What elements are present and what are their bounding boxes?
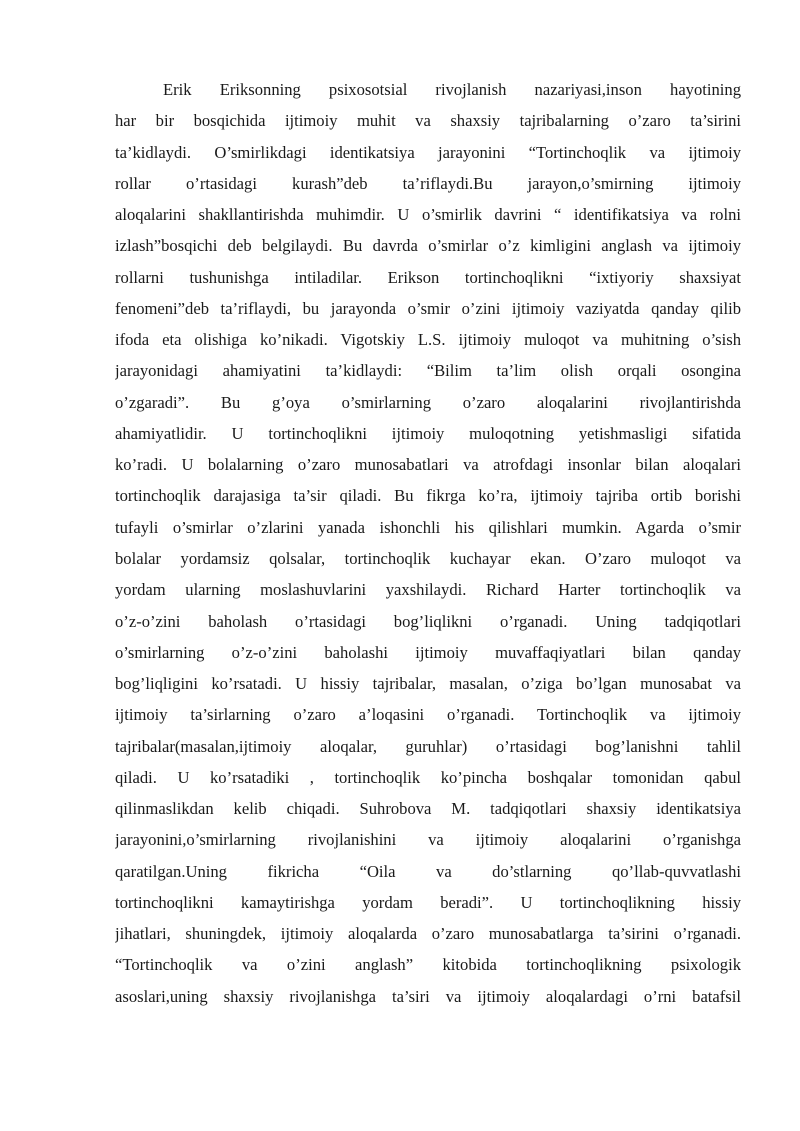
text-line: ta’kidlaydi. O’smirlikdagi identikatsiya jarayonini “Tortinchoqlik va ijtimoiy [115,142,741,162]
text-line: jarayonini,o’smirlarning rivojlanishini va ijtimoiy aloqalarini o’rganishga [115,830,741,850]
text-line: qilinmaslikdan kelib chiqadi. Suhrobova M. tadqiqotlari shaxsiy identikatsiya [115,799,741,819]
body-paragraph [115,74,741,1012]
text-line: tortinchoqlikni kamaytirishga yordam beradi”. U tortinchoqlikning hissiy [115,892,741,912]
text-line: izlash”bosqichi deb belgilaydi. Bu davrda o’smirlar o’z kimligini anglash va ijtimoiy [115,236,741,256]
text-line: fenomeni”deb ta’riflaydi, bu jarayonda o’smir o’zini ijtimoiy vaziyatda qanday qilib [115,298,741,318]
text-line: jarayonidagi ahamiyatini ta’kidlaydi: “Bilim ta’lim olish orqali osongina [115,361,741,381]
text-line: o’zgaradi”. Bu g’oya o’smirlarning o’zaro aloqalarini rivojlantirishda [115,392,741,412]
text-line: ahamiyatlidir. U tortinchoqlikni ijtimoiy muloqotning yetishmasligi sifatida [115,423,741,443]
text-line: aloqalarini shakllantirishda muhimdir. U o’smirlik davrini “ identifikatsiya va rolni [115,205,741,225]
text-line: o’z-o’zini baholash o’rtasidagi bog’liqlikni o’rganadi. Uning tadqiqotlari [115,611,741,631]
text-line: tajribalar(masalan,ijtimoiy aloqalar, guruhlar) o’rtasidagi bog’lanishni tahlil [115,736,741,756]
text-line: ko’radi. U bolalarning o’zaro munosabatlari va atrofdagi insonlar bilan aloqalari [115,455,741,475]
text-line: tufayli o’smirlar o’zlarini yanada ishonchli his qilishlari mumkin. Agarda o’smir [115,517,741,537]
text-line: ijtimoiy ta’sirlarning o’zaro a’loqasini o’rganadi. Tortinchoqlik va ijtimoiy [115,705,741,725]
text-line: qiladi. U ko’rsatadiki , tortinchoqlik ko’pincha boshqalar tomonidan qabul [115,767,741,787]
text-line: bog’liqligini ko’rsatadi. U hissiy tajribalar, masalan, o’ziga bo’lgan munosabat va [115,674,741,694]
text-line: o’smirlarning o’z-o’zini baholashi ijtimoiy muvaffaqiyatlari bilan qanday [115,642,741,662]
text-line: yordam ularning moslashuvlarini yaxshilaydi. Richard Harter tortinchoqlik va [115,580,741,600]
text-line: asoslari,uning shaxsiy rivojlanishga ta’siri va ijtimoiy aloqalardagi o’rni batafsil [115,986,741,1006]
text-line: tortinchoqlik darajasiga ta’sir qiladi. Bu fikrga ko’ra, ijtimoiy tajriba ortib borishi [115,486,741,506]
text-line: “Tortinchoqlik va o’zini anglash” kitobida tortinchoqlikning psixologik [115,955,741,975]
text-line: har bir bosqichida ijtimoiy muhit va shaxsiy tajribalarning o’zaro ta’sirini [115,111,741,131]
text-line: rollarni tushunishga intiladilar. Erikson tortinchoqlikni “ixtiyoriy shaxsiyat [115,267,741,287]
text-line: bolalar yordamsiz qolsalar, tortinchoqlik kuchayar ekan. O’zaro muloqot va [115,548,741,568]
text-line: jihatlari, shuningdek, ijtimoiy aloqalarda o’zaro munosabatlarga ta’sirini o’rganadi. [115,924,741,944]
text-line: qaratilgan.Uning fikricha “Oila va do’stlarning qo’llab-quvvatlashi [115,861,741,881]
text-line: Erik Eriksonning psixosotsial rivojlanish nazariyasi,inson hayotining [163,80,741,99]
text-line: ifoda eta olishiga ko’nikadi. Vigotskiy L.S. ijtimoiy muloqot va muhitning o’sish [115,330,741,350]
text-line: rollar o’rtasidagi kurash”deb ta’riflaydi.Bu jarayon,o’smirning ijtimoiy [115,173,741,193]
